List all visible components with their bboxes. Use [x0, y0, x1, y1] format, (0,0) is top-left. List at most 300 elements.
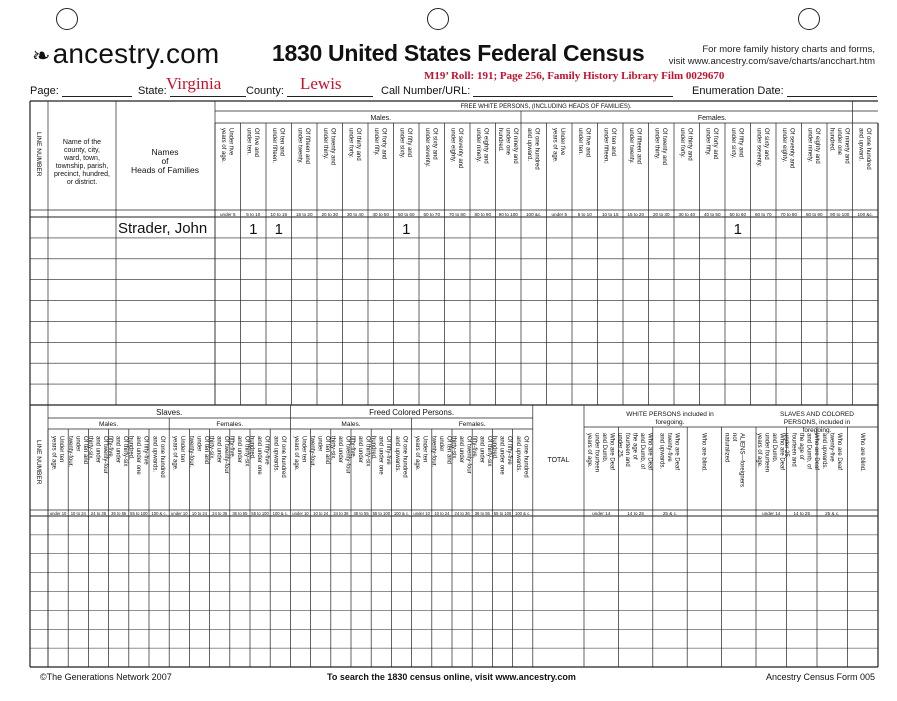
vertical-header-line: ALIENS—foreigners — [738, 433, 745, 488]
vertical-header-line: Of ten and — [445, 436, 452, 465]
top-age-header — [577, 128, 591, 157]
top-age-header — [654, 128, 668, 165]
vertical-header-line: Who are Deaf — [835, 433, 842, 471]
vertical-header-line: Of sixty and — [763, 128, 769, 160]
bottom-age-header — [273, 436, 287, 478]
vertical-header-line: Of eighty and — [814, 128, 820, 164]
vertical-header-line: under twenty. — [296, 128, 303, 164]
bottom-age-code: 10 to 24 — [434, 511, 450, 516]
place-header-line: county, city, — [64, 147, 100, 154]
vertical-header-line: Of twenty-four — [465, 436, 472, 474]
bottom-age-header — [430, 436, 451, 467]
top-age-code: 40 to 50 — [703, 212, 721, 217]
bottom-age-header — [188, 436, 209, 467]
names-header-line: of — [161, 156, 169, 166]
top-age-code: 10 to 15 — [601, 212, 619, 217]
vertical-header-line: years of age. — [585, 433, 592, 468]
vertical-header-line: years of age. — [756, 433, 762, 468]
vertical-header-line: Of one hundred — [280, 436, 287, 478]
bottom-age-code: 100 & c. — [515, 511, 531, 516]
top-age-code: 10 to 15 — [270, 212, 288, 217]
vertical-header-line: under sixty. — [730, 128, 736, 159]
vertical-header-line: Of ninety and — [843, 128, 850, 164]
vertical-header-line: Of thirty and — [686, 128, 693, 161]
freed-label: Freed Colored Persons. — [369, 408, 455, 417]
county-value: Lewis — [300, 74, 342, 93]
bottom-age-code: 24 to 36 — [454, 511, 470, 516]
top-age-header — [756, 128, 770, 167]
top-age-code: 90 to 100 — [498, 212, 518, 217]
white-col-code: 14 to 25 — [627, 511, 644, 516]
top-age-header — [828, 128, 849, 164]
vertical-header-line: and upward. — [526, 128, 532, 162]
entry-mark: 1 — [402, 221, 411, 238]
bottom-age-code: 36 to 55 — [474, 511, 490, 516]
top-age-header — [322, 128, 336, 165]
logo-text: ancestry.com — [52, 38, 220, 69]
vertical-header-line: under — [437, 436, 444, 452]
white-col-header — [617, 433, 653, 470]
vertical-header-line: Of one hundred — [865, 128, 871, 170]
vertical-header-line: Of forty and — [380, 128, 387, 160]
vertical-header-line: LINE NUMBER — [34, 440, 42, 485]
top-age-header — [271, 128, 285, 163]
top-age-code: 60 to 70 — [423, 212, 441, 217]
colored-header-line: SLAVES AND COLORED — [780, 411, 854, 418]
vertical-header-line: and Dumb, of — [639, 433, 646, 470]
vertical-header-line: under — [316, 436, 323, 452]
bottom-age-code: 100 & c. — [151, 511, 167, 516]
vertical-header-line: under — [195, 436, 202, 452]
bottom-age-code: 36 to 55 — [232, 511, 248, 516]
county-label: County: — [246, 85, 284, 97]
vertical-header-line: and under — [478, 436, 485, 464]
vertical-header-line: and upwards. — [514, 436, 521, 473]
top-age-code: 15 to 20 — [295, 212, 313, 217]
vertical-header-line: Under ten — [421, 436, 428, 463]
top-banner-text: FREE WHITE PERSONS, (INCLUDING HEADS OF FAMILIES). — [460, 104, 632, 110]
top-age-code: 60 to 70 — [754, 212, 772, 217]
top-age-code: 30 to 40 — [346, 212, 364, 217]
vertical-header-line: under fifteen. — [271, 128, 277, 164]
vertical-header-line: under thirty. — [322, 128, 328, 160]
bottom-age-header — [293, 436, 307, 471]
bottom-age-header — [87, 436, 108, 474]
vertical-header-line: under sixty. — [398, 128, 405, 159]
vertical-header-line: Of thirty-six — [485, 436, 492, 467]
vertical-header-line: and Dumb, — [600, 433, 607, 463]
top-age-code: 80 to 90 — [474, 212, 492, 217]
bottom-age-code: 24 to 36 — [212, 511, 228, 516]
bottom-age-header — [50, 436, 64, 471]
vertical-header-line: twenty-five — [666, 433, 672, 462]
bottom-sex-label: Females. — [216, 421, 244, 428]
state-label: State: — [138, 85, 167, 97]
place-header-line: or district. — [66, 179, 98, 186]
place-header-line: township, parish, — [55, 163, 109, 170]
top-age-header — [807, 128, 821, 164]
vertical-header-line: thirty-six. — [208, 436, 215, 460]
call-number-label: Call Number/URL: — [381, 85, 471, 97]
vertical-header-line: under one — [835, 128, 842, 156]
names-header-line: Names — [151, 147, 179, 157]
colored-col-header — [783, 433, 819, 470]
vertical-header-line: hundred. — [828, 128, 835, 152]
top-age-header — [297, 128, 311, 164]
vertical-header-line: Of fifty-five — [506, 436, 512, 465]
colored-col-header — [821, 433, 842, 470]
bottom-age-code: 24 to 36 — [333, 511, 349, 516]
top-age-header — [424, 128, 438, 167]
vertical-header-line: under one — [504, 128, 511, 156]
vertical-header-line: and upwards. — [658, 433, 665, 470]
top-age-code: under 5 — [551, 212, 568, 217]
bottom-age-code: 55 to 100 — [130, 511, 148, 516]
vertical-header-line: hundred. — [491, 436, 497, 460]
top-age-header — [628, 128, 642, 164]
vertical-header-line: Of twenty-four — [223, 436, 230, 474]
vertical-header-line: Of fifty-five — [263, 436, 270, 465]
vertical-header-line: under twenty. — [628, 128, 634, 164]
vertical-header-line: Of twenty and — [661, 128, 667, 166]
vertical-header-line: Who are Deaf — [778, 433, 785, 471]
top-age-code: 40 to 50 — [372, 212, 390, 217]
vertical-header-line: Under five — [227, 128, 234, 156]
white-col-header — [659, 433, 680, 470]
vertical-header-line: years of age. — [50, 436, 57, 471]
top-age-header — [348, 128, 362, 161]
vertical-header-line: and upward. — [857, 128, 864, 162]
entry-mark: 1 — [274, 221, 283, 238]
vertical-header-line: and under one — [498, 436, 505, 475]
colored-col-header — [756, 433, 785, 472]
vertical-header-line: fourteen and — [790, 433, 797, 467]
vertical-header-line: and under — [215, 436, 222, 464]
vertical-header-line: the age of — [797, 433, 804, 460]
bottom-age-code: 55 to 100 — [372, 511, 391, 516]
vertical-header-line: Of fifteen and — [304, 128, 310, 165]
vertical-header-line: Of fifty-five — [142, 436, 149, 465]
bottom-age-header — [249, 436, 270, 475]
vertical-header-line: and under one — [134, 436, 141, 475]
names-header-line: Heads of Families — [130, 165, 200, 175]
bottom-age-code: 24 to 36 — [90, 511, 107, 516]
top-age-code: 80 to 90 — [805, 212, 823, 217]
vertical-header-line: and under one — [256, 436, 263, 475]
white-col-header — [724, 433, 745, 487]
vertical-header-line: and under — [114, 436, 121, 464]
copyright-text: ©The Generations Network 2007 — [40, 672, 172, 682]
top-age-header — [475, 128, 489, 164]
vertical-header-line: Of one hundred — [158, 436, 165, 478]
top-age-header — [497, 128, 518, 164]
vertical-header-line: twenty-four. — [188, 436, 194, 468]
vertical-header-line: hundred. — [496, 128, 503, 152]
colored-col-code: 25 & c. — [825, 511, 840, 516]
top-age-code: under 5 — [219, 212, 236, 217]
colored-col-code: 14 to 25 — [793, 511, 811, 516]
vertical-header-line: Who are Deaf — [646, 433, 653, 471]
vertical-header-line: and upwards. — [151, 436, 158, 473]
bottom-age-code: 100 & c. — [393, 511, 410, 516]
top-age-header — [246, 128, 260, 157]
enumeration-date-label: Enumeration Date: — [692, 85, 784, 97]
vertical-header-line: under thirty. — [653, 128, 660, 160]
film-note: M19’ Roll: 191; Page 256, Family History Library Film 0029670 — [424, 70, 725, 82]
top-age-code: 20 to 30 — [652, 212, 670, 217]
bottom-sex-label: Females. — [458, 421, 486, 428]
top-age-code: 50 to 60 — [397, 212, 415, 217]
vertical-header-line: under fifty. — [373, 128, 379, 156]
bottom-age-code: 100 & c. — [272, 511, 288, 516]
top-age-code: 30 to 40 — [678, 212, 696, 217]
bottom-age-code: 10 to 24 — [191, 511, 208, 516]
line-number-header — [35, 132, 42, 177]
colored-header-line: PERSONS, included in — [783, 419, 851, 426]
vertical-header-line: under fourteen — [763, 433, 770, 473]
vertical-header-line: Of twenty-four — [102, 436, 108, 474]
bottom-sex-label: Males. — [99, 421, 119, 428]
vertical-header-line: Who are Deaf — [608, 433, 615, 471]
top-age-header — [730, 128, 744, 159]
vertical-header-line: Of seventy and — [457, 128, 463, 169]
vertical-header-line: Who are Deaf — [673, 433, 680, 471]
vertical-header-line: Of ten and — [610, 128, 616, 157]
vertical-header-line: under forty. — [679, 128, 685, 158]
vertical-header-line: fifty-five. — [107, 436, 114, 459]
bottom-age-header — [151, 436, 165, 478]
top-age-code: 100 &c. — [525, 212, 542, 217]
bottom-age-header — [329, 436, 350, 474]
vertical-header-line: and under one — [377, 436, 384, 475]
vertical-header-line: under eighty. — [781, 128, 787, 163]
top-age-header — [450, 128, 464, 168]
vertical-header-line: Of eighty and — [482, 128, 489, 164]
vertical-header-line: and Dumb, — [771, 433, 777, 463]
vertical-header-line: Of one hundred — [401, 436, 408, 478]
bottom-age-header — [451, 436, 472, 474]
bottom-line-number-header — [35, 440, 42, 485]
vertical-header-line: Of five and — [584, 128, 591, 158]
place-header-line: precinct, hundred, — [53, 171, 111, 178]
bottom-age-header — [491, 436, 512, 475]
bottom-age-code: 10 to 24 — [70, 511, 86, 516]
bottom-age-code: under 10 — [49, 511, 67, 516]
vertical-header-line: and under — [458, 436, 465, 464]
page-label: Page: — [30, 85, 59, 97]
state-value: Virginia — [166, 74, 222, 93]
colored-header-line: foregoing. — [802, 427, 832, 434]
vertical-header-line: not — [731, 433, 738, 442]
vertical-header-line: Of fifty-five — [384, 436, 391, 465]
vertical-header-line: Of five and — [253, 128, 259, 158]
white-col-code: 25 & c. — [662, 511, 678, 516]
bottom-age-code: under 10 — [292, 511, 309, 516]
vertical-header-line: Under ten — [300, 436, 307, 463]
bottom-age-code: 55 to 100 — [251, 511, 269, 516]
vertical-header-line: under ten. — [577, 128, 583, 156]
females-label: Females. — [697, 115, 727, 122]
vertical-header-line: years of age. — [413, 436, 420, 471]
vertical-header-line: Of one hundred — [533, 128, 540, 170]
vertical-header-line: under fifteen. — [602, 128, 609, 164]
slaves-label: Slaves. — [156, 408, 183, 417]
bottom-age-header — [515, 436, 529, 478]
top-age-code: 5 to 10 — [577, 212, 592, 217]
bottom-age-header — [309, 436, 330, 467]
colored-col-header — [859, 433, 865, 472]
vertical-header-line: hundred. — [127, 436, 134, 460]
vertical-header-line: Of seventy and — [788, 128, 795, 169]
vertical-header-line: the age of — [631, 433, 638, 460]
top-age-header — [858, 128, 872, 170]
page-title: 1830 United States Federal Census — [272, 40, 645, 66]
top-age-code: 90 to 100 — [830, 212, 850, 217]
white-header-line: foregoing. — [655, 419, 685, 426]
place-header-line: Name of the — [62, 139, 102, 146]
entry-head-of-family: Strader, John — [118, 220, 208, 237]
vertical-header-line: Of fifteen and — [635, 128, 642, 165]
vertical-header-line: years of age. — [220, 128, 226, 163]
top-age-header — [526, 128, 540, 170]
vertical-header-line: under ninety. — [806, 128, 813, 163]
vertical-header-line: Of twenty-four — [344, 436, 351, 474]
top-age-header — [705, 128, 719, 159]
white-col-code: under 14 — [592, 511, 611, 516]
vertical-header-line: Of thirty-six — [364, 436, 371, 467]
vertical-header-line: under ninety. — [475, 128, 481, 163]
top-age-header — [781, 128, 795, 168]
vertical-header-line: twenty-four. — [309, 436, 316, 468]
bottom-age-header — [67, 436, 88, 467]
bottom-sex-label: Males. — [341, 421, 361, 428]
promo-line-1: For more family history charts and forms, — [702, 44, 875, 55]
vertical-header-line: under forty. — [347, 128, 354, 158]
colored-col-code: under 14 — [762, 511, 781, 516]
vertical-header-line: Who are blind. — [700, 433, 707, 472]
vertical-header-line: under fourteen — [593, 433, 600, 473]
search-note: To search the 1830 census online, visit www.ancestry.com — [327, 672, 576, 682]
vertical-header-line: Who are Deaf — [812, 433, 819, 471]
top-age-code: 50 to 60 — [729, 212, 747, 217]
vertical-header-line: Of forty and — [712, 128, 718, 160]
white-header-line: WHITE PERSONS included in — [626, 411, 714, 418]
vertical-header-line: years of age. — [292, 436, 299, 471]
males-label: Males. — [370, 115, 392, 122]
vertical-header-line: Of ten and — [81, 436, 88, 465]
place-header-line: ward, town, — [64, 155, 100, 162]
top-age-code: 70 to 80 — [780, 212, 798, 217]
white-col-header — [700, 433, 706, 472]
vertical-header-line: and Dumb, of — [805, 433, 812, 470]
vertical-header-line: and under — [357, 436, 364, 464]
bottom-age-header — [228, 436, 249, 466]
top-age-code: 15 to 20 — [627, 212, 645, 217]
vertical-header-line: naturalized — [723, 433, 730, 463]
vertical-header-line: and under — [235, 436, 242, 464]
vertical-header-line: thirty-six. — [87, 436, 93, 460]
vertical-header-line: Under ten — [57, 436, 64, 463]
vertical-header-line: Of fifty and — [737, 128, 744, 158]
vertical-header-line: and upwards. — [272, 436, 279, 473]
vertical-header-line: under fifty. — [704, 128, 711, 156]
white-col-header — [586, 433, 615, 472]
bottom-age-header — [127, 436, 148, 475]
vertical-header-line: fourteen and — [624, 433, 631, 467]
vertical-header-line: Of twenty and — [329, 128, 336, 166]
entry-mark: 1 — [249, 221, 258, 238]
vertical-header-line: twenty-four. — [430, 436, 437, 468]
vertical-header-line: Who are blind. — [858, 433, 865, 472]
vertical-header-line: and upwards. — [393, 436, 400, 473]
vertical-header-line: Of ninety and — [511, 128, 518, 164]
top-age-header — [679, 128, 693, 161]
vertical-header-line: twenty-five — [828, 433, 835, 462]
bottom-age-code: 10 to 24 — [313, 511, 329, 516]
vertical-header-line: and under — [94, 436, 101, 464]
vertical-header-line: thirty-six. — [450, 436, 457, 460]
top-age-header — [603, 128, 617, 163]
bottom-age-header — [172, 436, 186, 471]
bottom-age-header — [414, 436, 428, 471]
vertical-header-line: years of age. — [171, 436, 178, 471]
vertical-header-line: Of sixty and — [431, 128, 438, 160]
bottom-age-header — [208, 436, 229, 474]
vertical-header-line: Of ten and — [203, 436, 209, 465]
bottom-age-header — [370, 436, 391, 475]
vertical-header-line: hundred. — [248, 436, 255, 460]
top-age-code: 70 to 80 — [448, 212, 466, 217]
bottom-age-header — [350, 436, 371, 466]
vertical-header-line: twenty-four. — [66, 436, 73, 468]
vertical-header-line: Of ten and — [278, 128, 285, 157]
top-age-header — [552, 128, 566, 163]
top-age-header — [220, 128, 234, 163]
top-age-code: 5 to 10 — [246, 212, 261, 217]
bottom-age-code: under 10 — [171, 511, 188, 516]
bottom-age-code: under 10 — [413, 511, 430, 516]
form-id: Ancestry Census Form 005 — [765, 672, 875, 682]
vertical-header-line: fifty-five. — [470, 436, 477, 459]
top-age-code: 20 to 30 — [321, 212, 339, 217]
bottom-age-header — [471, 436, 492, 466]
bottom-age-header — [107, 436, 128, 466]
vertical-header-line: Of fifty and — [406, 128, 412, 158]
vertical-header-line: fifty-five. — [349, 436, 356, 459]
vertical-header-line: under 25. — [782, 433, 789, 459]
vertical-header-line: and upwards. — [820, 433, 827, 470]
vertical-header-line: under ten. — [245, 128, 252, 156]
vertical-header-line: and under — [336, 436, 343, 464]
vertical-header-line: Under ten — [179, 436, 186, 463]
vertical-header-line: LINE NUMBER — [34, 132, 42, 177]
vertical-header-line: Of thirty-six — [243, 436, 250, 467]
vertical-header-line: Of thirty and — [355, 128, 361, 161]
vertical-header-line: under seventy. — [424, 128, 430, 167]
vertical-header-line: under eighty. — [449, 128, 456, 163]
top-age-header — [399, 128, 413, 159]
vertical-header-line: Of thirty-six — [122, 436, 129, 467]
top-age-code: 100 &c. — [857, 212, 874, 217]
vertical-header-line: years of age. — [551, 128, 558, 163]
vertical-header-line: under seventy. — [755, 128, 762, 167]
vertical-header-line: Under five — [559, 128, 565, 156]
vertical-header-line: under — [74, 436, 81, 452]
vertical-header-line: Of one hundred — [522, 436, 529, 478]
bottom-age-code: 55 to 100 — [493, 511, 512, 516]
vertical-header-line: hundred. — [369, 436, 376, 460]
leaf-icon: ❧ — [32, 43, 51, 68]
